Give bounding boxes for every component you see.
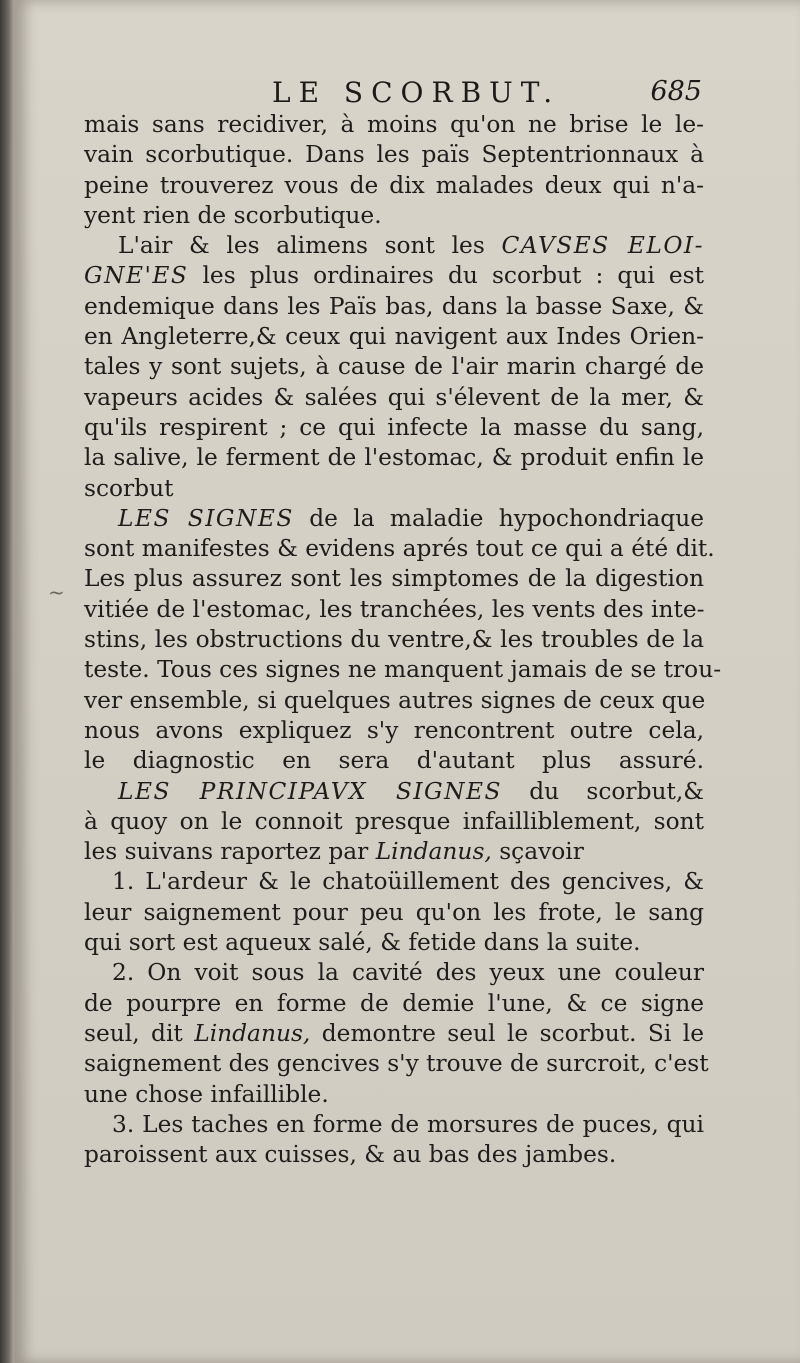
- text-line: leur saignement pour peu qu'on les frote, le sang: [84, 898, 704, 926]
- text-line: 3. Les taches en forme de morsures de puces, qui: [112, 1110, 704, 1138]
- text-line: teste. Tous ces signes ne manquent jamais de se trou-: [84, 656, 722, 684]
- text-line: [84, 777, 704, 807]
- section-heading-span: GNE'ES: [84, 262, 189, 290]
- text-line: nous avons expliquez s'y rencontrent outre cela,: [84, 716, 704, 744]
- text-span: demontre seul le scorbut. Si le: [310, 1019, 705, 1047]
- text-line: la salive, le ferment de l'estomac, & produit enfin le: [84, 444, 704, 472]
- page-number: 685: [650, 76, 702, 107]
- text-line: paroissent aux cuisses, & au bas des jambes.: [84, 1141, 617, 1169]
- text-span: de la maladie hypochondriaque: [293, 504, 704, 532]
- text-line: [84, 504, 704, 534]
- section-heading-span: CAVSES ELOI-: [501, 232, 705, 260]
- text-line: scorbut: [84, 474, 174, 502]
- text-span: seul, dit: [84, 1019, 195, 1047]
- author-name: Lindanus,: [375, 838, 492, 866]
- text-line: qui sort est aqueux salé, & fetide dans la suite.: [84, 929, 641, 957]
- section-heading-span: LES SIGNES: [118, 504, 294, 532]
- text-line: Les plus assurez sont les simptomes de la digestion: [84, 565, 704, 593]
- text-line: 2. On voit sous la cavité des yeux une couleur: [112, 959, 704, 987]
- text-span: sçavoir: [491, 838, 584, 866]
- text-span: L'air & les alimens sont les: [118, 232, 502, 260]
- text-line: vapeurs acides & salées qui s'élevent de la mer, &: [84, 383, 704, 411]
- page-body: [84, 110, 722, 1170]
- text-span: les plus ordinaires du scorbut : qui est: [188, 262, 704, 290]
- text-line: une chose infaillible.: [84, 1080, 329, 1108]
- text-line: sont manifestes & evidens aprés tout ce qui a été dit.: [84, 535, 715, 563]
- text-line: de pourpre en forme de demie l'une, & ce signe: [84, 989, 704, 1017]
- text-line: tales y sont sujets, à cause de l'air marin chargé de: [84, 353, 704, 381]
- text-line: le diagnostic en sera d'autant plus assuré.: [84, 747, 704, 775]
- text-line: [84, 261, 704, 291]
- author-name: Lindanus,: [194, 1019, 311, 1047]
- text-line: en Angleterre,& ceux qui navigent aux Indes Orien-: [84, 323, 704, 351]
- section-heading-span: LES PRINCIPAVX SIGNES: [118, 777, 502, 805]
- text-line: vitiée de l'estomac, les tranchées, les vents des inte-: [84, 595, 705, 623]
- text-line: qu'ils respirent ; ce qui infecte la masse du sang,: [84, 413, 704, 441]
- text-line: endemique dans les Païs bas, dans la basse Saxe, &: [84, 292, 704, 320]
- running-title: LE SCORBUT.: [272, 76, 561, 109]
- text-line: mais sans recidiver, à moins qu'on ne brise le le-: [84, 111, 704, 138]
- text-line: yent rien de scorbutique.: [84, 201, 382, 229]
- text-line: saignement des gencives s'y trouve de surcroit, c'est: [84, 1050, 709, 1078]
- text-line: 1. L'ardeur & le chatoüillement des gencives, &: [112, 868, 704, 896]
- text-span: les suivans raportez par: [84, 838, 376, 866]
- text-line: à quoy on le connoit presque infailliblement, sont: [84, 807, 704, 835]
- text-line: vain scorbutique. Dans les païs Septentrionnaux à: [84, 141, 704, 169]
- text-span: du scorbut,&: [502, 777, 704, 805]
- book-spine-edge: [0, 0, 14, 1363]
- text-line: peine trouverez vous de dix malades deux qui n'a-: [84, 171, 704, 199]
- text-line: [84, 1019, 704, 1049]
- margin-mark: ~: [48, 580, 65, 604]
- text-line: [84, 231, 704, 261]
- text-line: [84, 837, 704, 867]
- text-line: ver ensemble, si quelques autres signes de ceux que: [84, 686, 706, 714]
- text-line: stins, les obstructions du ventre,& les troubles de la: [84, 626, 704, 654]
